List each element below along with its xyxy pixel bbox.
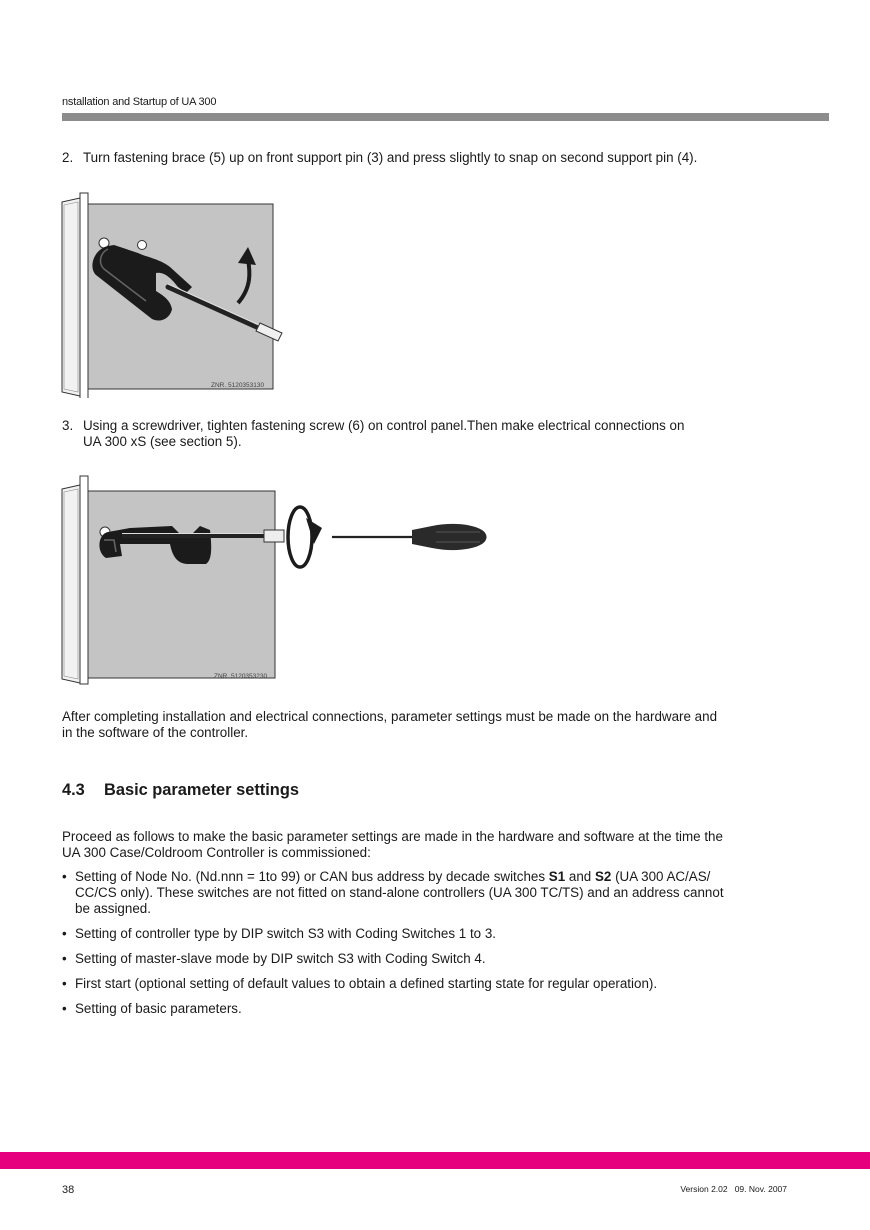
list-item bbox=[62, 951, 802, 967]
header-title: nstallation and Startup of UA 300 bbox=[62, 96, 217, 108]
bullet-1-line2: CC/CS only). These switches are not fitted on stand-alone controllers (UA 300 TC/TS) and an address cannot bbox=[75, 885, 724, 900]
switch-s1: S1 bbox=[548, 869, 566, 884]
intro-line1: Proceed as follows to make the basic parameter settings are made in the hardware and software at the time the bbox=[62, 829, 723, 844]
list-item bbox=[62, 1001, 802, 1017]
section-number: 4.3 bbox=[62, 781, 85, 799]
bullet-5-text: Setting of basic parameters. bbox=[75, 1001, 242, 1016]
step-2-number: 2. bbox=[62, 150, 74, 165]
step-3-line2: UA 300 xS (see section 5). bbox=[83, 434, 242, 449]
after-install-line1: After completing installation and electrical connections, parameter settings must be made on the hardware and bbox=[62, 709, 718, 724]
figure-tighten-screw bbox=[60, 470, 490, 685]
bullet-marker: • bbox=[62, 1001, 67, 1016]
list-item bbox=[62, 926, 802, 942]
page-number: 38 bbox=[62, 1184, 75, 1196]
after-install-paragraph bbox=[62, 709, 802, 741]
step-3-number: 3. bbox=[62, 418, 74, 433]
fig2-code: ZNR. 5120353230 bbox=[214, 673, 268, 680]
switch-s2: S2 bbox=[594, 869, 612, 884]
bullet-1-and: and bbox=[565, 869, 595, 884]
bullet-list bbox=[62, 869, 802, 1026]
version-info: Version 2.02 09. Nov. 2007 bbox=[680, 1184, 787, 1194]
bullet-marker: • bbox=[62, 869, 67, 884]
step-3 bbox=[62, 418, 802, 450]
bullet-1-post: (UA 300 AC/AS/ bbox=[611, 869, 711, 884]
header-bar bbox=[62, 113, 829, 121]
after-install-line2: in the software of the controller. bbox=[62, 725, 249, 740]
step-3-line1: Using a screwdriver, tighten fastening screw (6) on control panel.Then make electrical connections on bbox=[83, 418, 685, 433]
bullet-marker: • bbox=[62, 926, 67, 941]
step-2 bbox=[62, 150, 802, 166]
bullet-1-line3: be assigned. bbox=[75, 901, 151, 916]
bullet-4-text: First start (optional setting of default values to obtain a defined starting state for regular operation). bbox=[75, 976, 658, 991]
figure-fastening-brace bbox=[60, 183, 300, 398]
bullet-2-text: Setting of controller type by DIP switch S3 with Coding Switches 1 to 3. bbox=[75, 926, 497, 941]
section-title: Basic parameter settings bbox=[104, 781, 299, 799]
bullet-marker: • bbox=[62, 976, 67, 991]
bullet-3-text: Setting of master-slave mode by DIP switch S3 with Coding Switch 4. bbox=[75, 951, 486, 966]
bullet-1-pre: Setting of Node No. (Nd.nnn = 1to 99) or CAN bus address by decade switches bbox=[75, 869, 549, 884]
bullet-marker: • bbox=[62, 951, 67, 966]
section-heading bbox=[62, 781, 299, 800]
fig1-code: ZNR. 5120353130 bbox=[211, 382, 265, 389]
intro-paragraph bbox=[62, 829, 802, 861]
footer-bar bbox=[0, 1152, 870, 1169]
list-item bbox=[62, 976, 802, 992]
list-item bbox=[62, 869, 802, 917]
intro-line2: UA 300 Case/Coldroom Controller is commissioned: bbox=[62, 845, 371, 860]
step-2-text: Turn fastening brace (5) up on front support pin (3) and press slightly to snap on second support pin (4). bbox=[83, 150, 698, 165]
